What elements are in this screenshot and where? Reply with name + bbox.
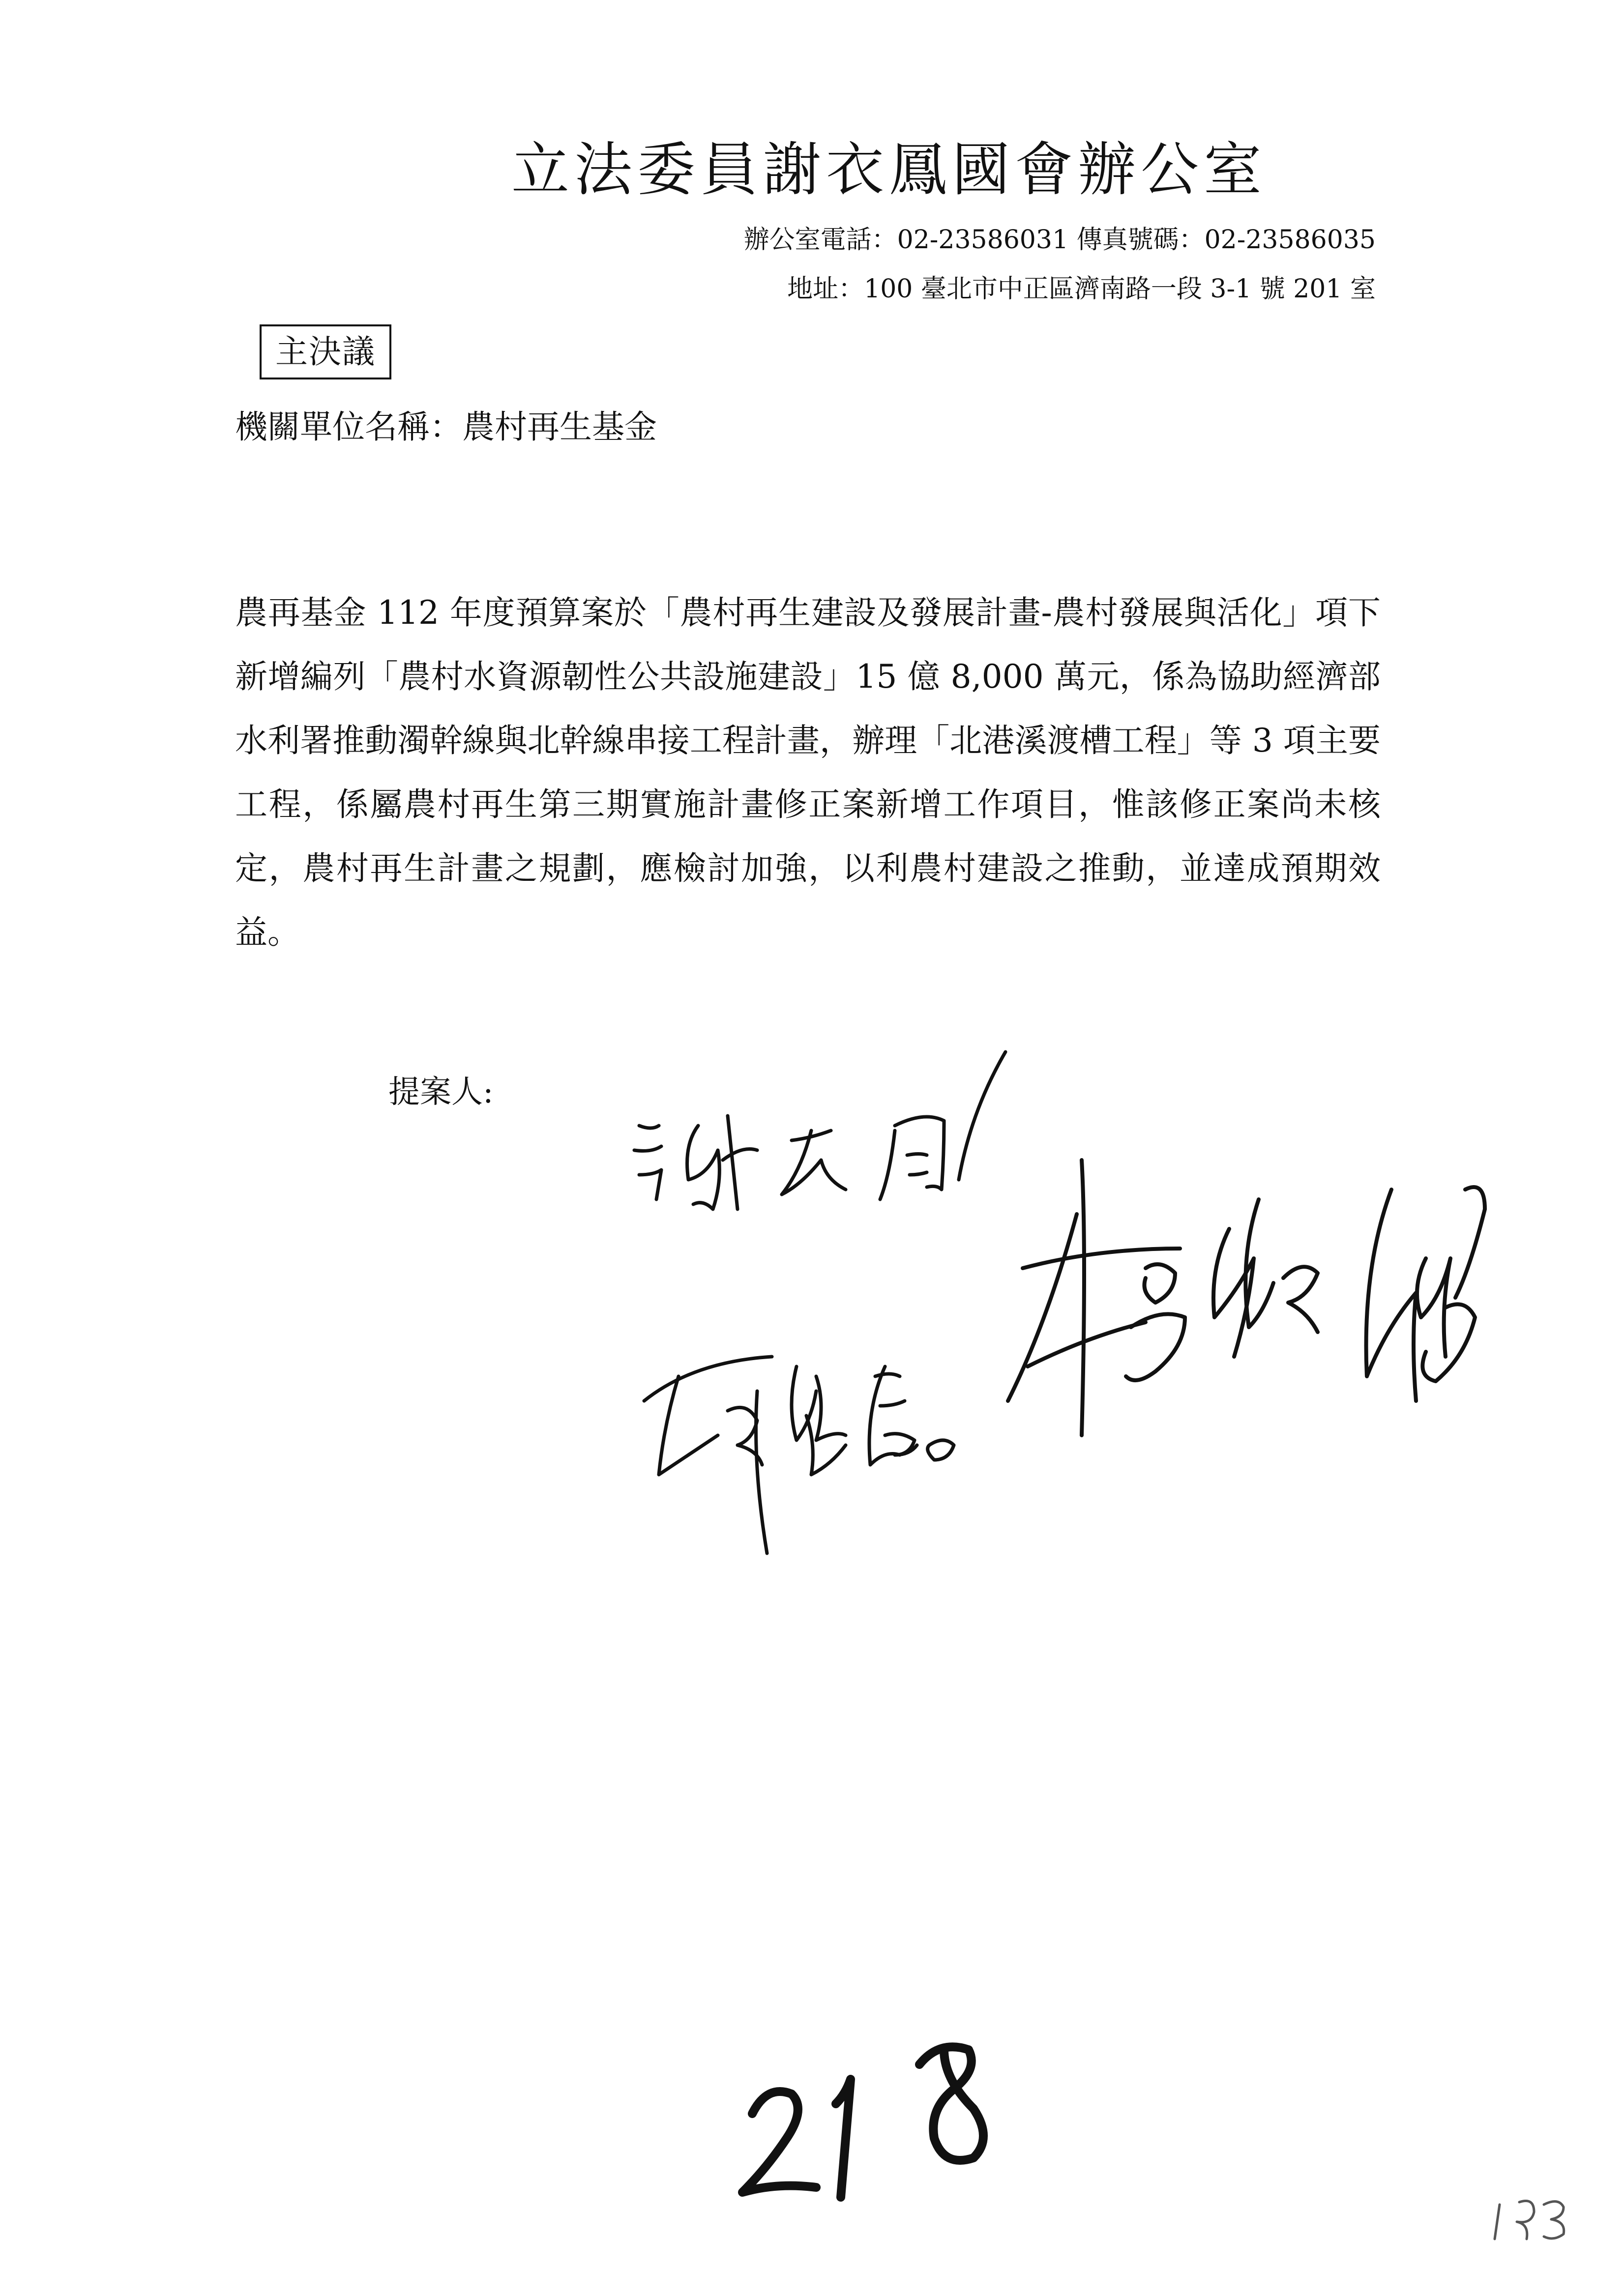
agency-value: 農村再生基金 (462, 408, 657, 446)
agency-label: 機關單位名稱： (235, 408, 462, 446)
signature-3 (1008, 1160, 1485, 1435)
resolution-badge: 主決議 (260, 324, 391, 379)
resolution-body: 農再基金 112 年度預算案於「農村再生建設及發展計畫-農村發展與活化」項下新增編列「農村水資源韌性公共設施建設」15 億 8,000 萬元，係為協助經濟部水利署推動濁幹線與北幹線串接工程計畫，辦理「北港溪渡槽工程」等 3 項主要工程，係屬農村再生第三期實施計畫修正案新增工作項目，惟該修正案尚未核定，農村再生計畫之規劃，應檢討加強，以利農村建設之推動，並達成預期效益。 (235, 594, 1381, 951)
handwritten-page-number (742, 2047, 983, 2197)
corner-number (1495, 2201, 1564, 2239)
signature-2 (644, 1357, 954, 1553)
letterhead-address: 地址：100 臺北市中正區濟南路一段 3-1 號 201 室 (787, 274, 1376, 304)
letterhead-title: 立法委員謝衣鳳國會辦公室 (511, 136, 1267, 203)
proposer-label: 提案人: (388, 1074, 494, 1110)
signature-1 (634, 1052, 1005, 1209)
letterhead-phone: 辦公室電話：02-23586031 傳真號碼：02-23586035 (743, 225, 1376, 255)
